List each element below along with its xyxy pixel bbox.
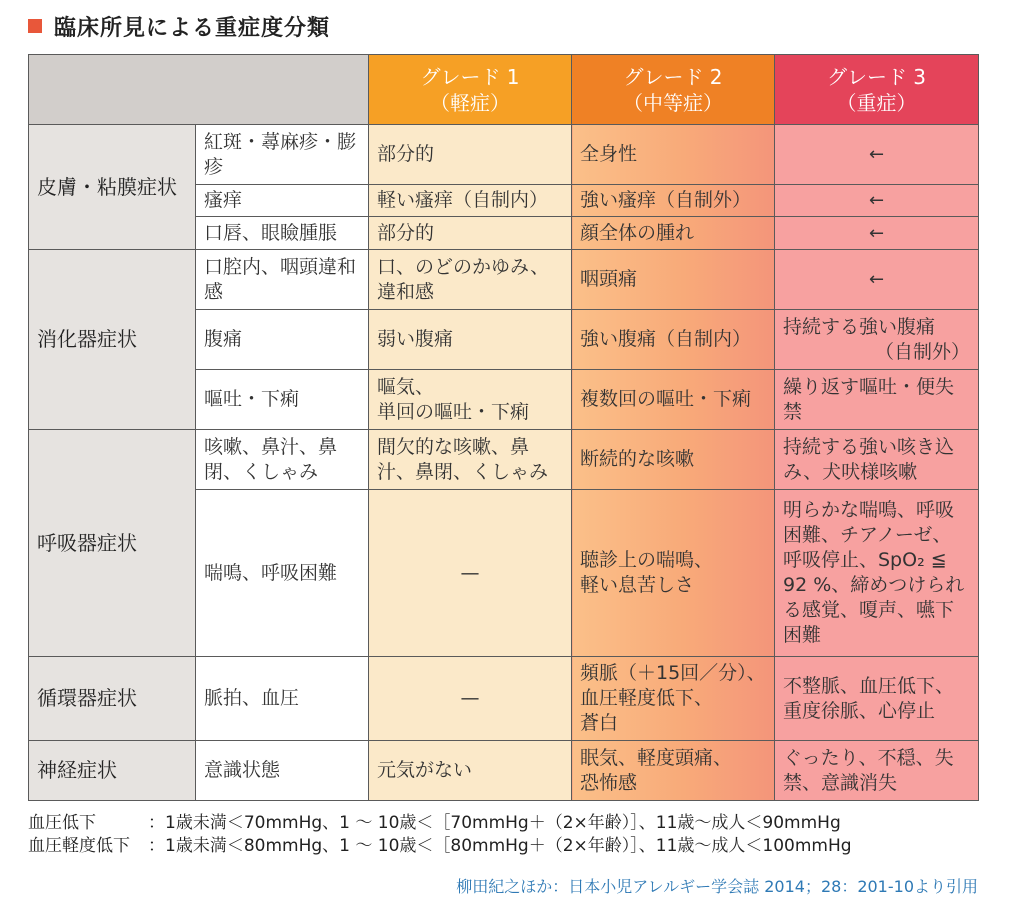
symptom-cell: 腹痛 (196, 310, 369, 370)
grade1-cell: 嘔気、 単回の嘔吐・下痢 (369, 370, 572, 430)
symptom-cell: 脈拍、血圧 (196, 657, 369, 741)
symptom-cell: 喘鳴、呼吸困難 (196, 490, 369, 657)
table-row (29, 125, 979, 185)
grade3-cell: 不整脈、血圧低下、重度徐脈、心停止 (775, 657, 979, 741)
grade2-cell: 強い瘙痒（自制外） (572, 185, 775, 217)
symptom-cell: 口腔内、咽頭違和感 (196, 250, 369, 310)
table-row (29, 250, 979, 310)
footnote-line (28, 835, 852, 858)
grade2-cell: 咽頭痛 (572, 250, 775, 310)
grade1-cell: 部分的 (369, 217, 572, 250)
grade1-cell: 口、のどのかゆみ、違和感 (369, 250, 572, 310)
grade2-cell: 強い腹痛（自制内） (572, 310, 775, 370)
table-row (29, 741, 979, 801)
grade3-cell: 持続する強い咳き込み、犬吠様咳嗽 (775, 430, 979, 490)
grade3-cell: 明らかな喘鳴、呼吸困難、チアノーゼ、呼吸停止、SpO₂ ≦ 92 %、締めつけられる感覚、嗄声、嚥下困難 (775, 490, 979, 657)
footnote-label: 血圧軽度低下 (28, 836, 130, 856)
header-grade-1: グレード 1 （軽症） (369, 55, 572, 125)
source-citation: 柳田紀之ほか：日本小児アレルギー学会誌 2014；28：201-10より引用 (456, 877, 978, 896)
table-row (29, 430, 979, 490)
table-row (29, 657, 979, 741)
footnote-line (28, 812, 852, 835)
footnotes (28, 812, 852, 858)
symptom-cell: 瘙痒 (196, 185, 369, 217)
header-grade-2: グレード 2 （中等症） (572, 55, 775, 125)
footnote-label: 血圧低下 (28, 813, 96, 833)
title-bar (28, 10, 330, 42)
grade1-cell: 部分的 (369, 125, 572, 185)
symptom-cell: 嘔吐・下痢 (196, 370, 369, 430)
same-as-left-arrow-icon: ← (775, 185, 979, 217)
grade2-cell: 複数回の嘔吐・下痢 (572, 370, 775, 430)
header-corner (29, 55, 369, 125)
category-nervous: 神経症状 (29, 741, 196, 801)
category-digestive: 消化器症状 (29, 250, 196, 430)
grade2-cell: 断続的な咳嗽 (572, 430, 775, 490)
category-skin: 皮膚・粘膜症状 (29, 125, 196, 250)
grade1-cell: 元気がない (369, 741, 572, 801)
footnote-text: ：1歳未満＜80mmHg、1 ～ 10歳＜［80mmHg＋（2×年齢）］、11歳～成人＜100mmHg (148, 836, 852, 856)
same-as-left-arrow-icon: ← (775, 217, 979, 250)
same-as-left-arrow-icon: ← (775, 125, 979, 185)
grade3-cell: 繰り返す嘔吐・便失禁 (775, 370, 979, 430)
title-square-icon (28, 19, 42, 33)
grade2-cell: 全身性 (572, 125, 775, 185)
category-circulatory: 循環器症状 (29, 657, 196, 741)
grade1-cell: — (369, 657, 572, 741)
symptom-cell: 口唇、眼瞼腫脹 (196, 217, 369, 250)
grade2-cell: 聴診上の喘鳴、 軽い息苦しさ (572, 490, 775, 657)
grade3-cell: ぐったり、不穏、失禁、意識消失 (775, 741, 979, 801)
header-grade-3: グレード 3 （重症） (775, 55, 979, 125)
page-title: 臨床所見による重症度分類 (54, 15, 331, 41)
category-respiratory: 呼吸器症状 (29, 430, 196, 657)
grade1-cell: 軽い瘙痒（自制内） (369, 185, 572, 217)
grade2-cell: 顔全体の腫れ (572, 217, 775, 250)
symptom-cell: 紅斑・蕁麻疹・膨疹 (196, 125, 369, 185)
grade1-cell: 間欠的な咳嗽、鼻汁、鼻閉、くしゃみ (369, 430, 572, 490)
grade2-cell: 頻脈（＋15回／分）、 血圧軽度低下、 蒼白 (572, 657, 775, 741)
grade1-cell: 弱い腹痛 (369, 310, 572, 370)
header-row (29, 55, 979, 125)
grade3-cell: 持続する強い腹痛 （自制外） (775, 310, 979, 370)
severity-table (28, 54, 979, 801)
grade2-cell: 眠気、軽度頭痛、 恐怖感 (572, 741, 775, 801)
grade1-cell: — (369, 490, 572, 657)
footnote-text: ：1歳未満＜70mmHg、1 ～ 10歳＜［70mmHg＋（2×年齢）］、11歳～成人＜90mmHg (148, 813, 841, 833)
symptom-cell: 咳嗽、鼻汁、鼻閉、くしゃみ (196, 430, 369, 490)
symptom-cell: 意識状態 (196, 741, 369, 801)
same-as-left-arrow-icon: ← (775, 250, 979, 310)
